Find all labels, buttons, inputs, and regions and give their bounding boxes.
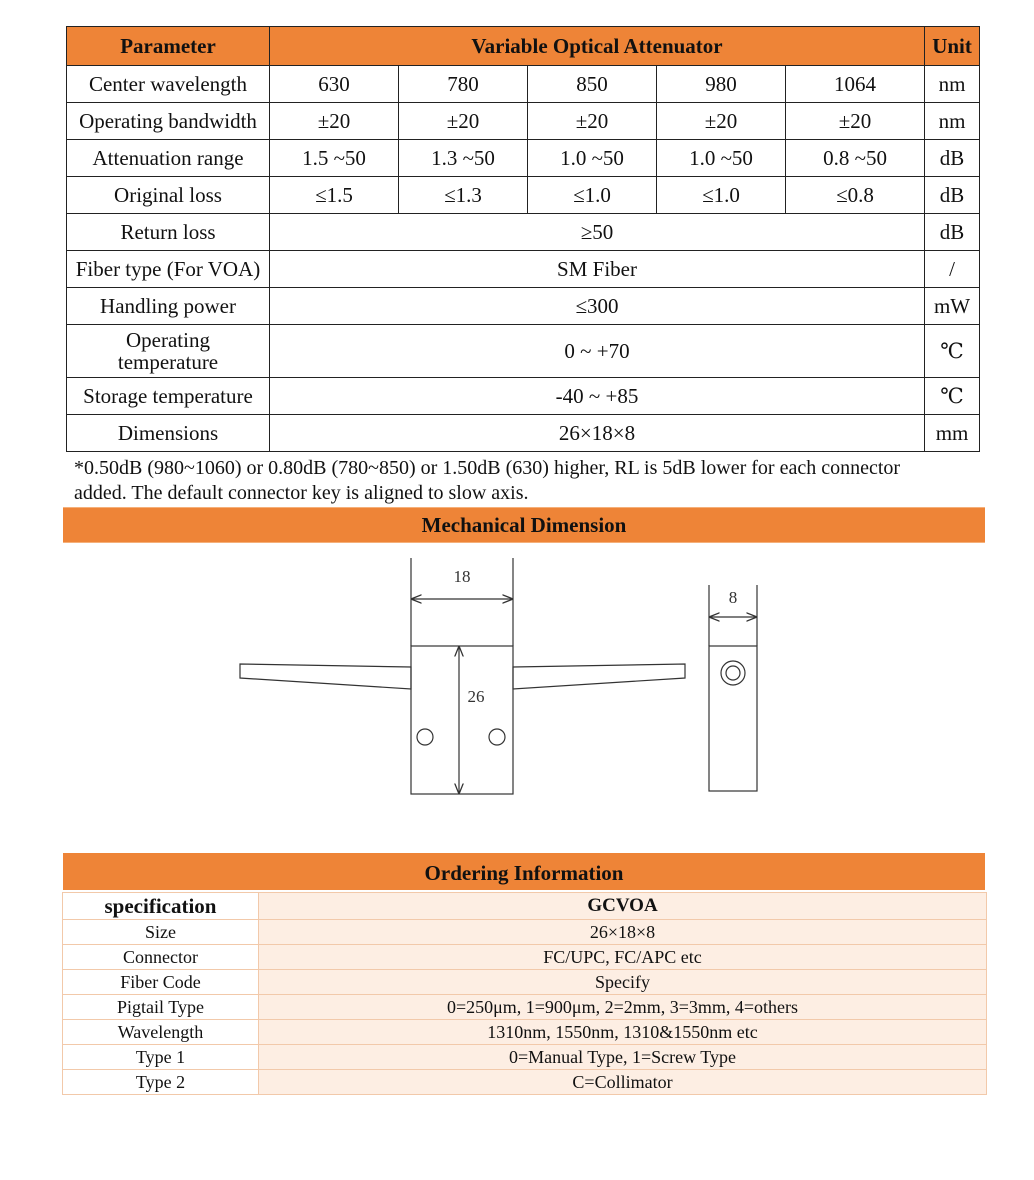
row-label: Pigtail Type: [63, 995, 259, 1020]
row-label: Original loss: [67, 177, 270, 214]
row-return-loss: [67, 214, 980, 251]
cell-value: ≤1.5: [270, 177, 399, 214]
cell-value: ≤1.0: [657, 177, 786, 214]
cell-value: 1064: [786, 66, 925, 103]
row-handling-power: [67, 288, 980, 325]
spec-label: specification: [63, 893, 259, 920]
cell-unit: dB: [925, 140, 980, 177]
cell-value: ±20: [270, 103, 399, 140]
cell-unit: ℃: [925, 378, 980, 415]
ordering-table: [62, 892, 987, 1095]
row-operating-temperature: [67, 325, 980, 378]
row-label: Type 1: [63, 1045, 259, 1070]
mounting-hole: [489, 729, 505, 745]
ordering-row-size: [63, 920, 987, 945]
cell-value: 780: [399, 66, 528, 103]
cell-value: ≤1.3: [399, 177, 528, 214]
ordering-row-wavelength: [63, 1020, 987, 1045]
cell-unit: /: [925, 251, 980, 288]
ordering-row-type-2: [63, 1070, 987, 1095]
header-product: Variable Optical Attenuator: [270, 27, 925, 66]
row-label: Storage temperature: [67, 378, 270, 415]
front-view: [240, 558, 685, 794]
mechanical-drawing: [0, 545, 1034, 805]
front-body: [411, 646, 513, 794]
left-pigtail: [240, 664, 411, 689]
cell-value: 1.0 ~50: [657, 140, 786, 177]
cell-unit: mW: [925, 288, 980, 325]
right-pigtail: [513, 664, 685, 689]
spec-table: [66, 26, 980, 452]
cell-value: ±20: [399, 103, 528, 140]
cell-value: 1.0 ~50: [528, 140, 657, 177]
cell-value: ±20: [786, 103, 925, 140]
cell-value: ≤300: [270, 288, 925, 325]
cell-value: 0 ~ +70: [270, 325, 925, 378]
header-unit: Unit: [925, 27, 980, 66]
row-storage-temperature: [67, 378, 980, 415]
row-label: Operating bandwidth: [67, 103, 270, 140]
cell-value: ±20: [657, 103, 786, 140]
width-label: 18: [453, 567, 471, 586]
ordering-row-connector: [63, 945, 987, 970]
row-label: Operating temperature: [67, 325, 270, 378]
row-label: Size: [63, 920, 259, 945]
mechanical-dimension-title: Mechanical Dimension: [63, 507, 985, 543]
row-label: Fiber Code: [63, 970, 259, 995]
side-view: [709, 585, 757, 791]
cell-unit: dB: [925, 214, 980, 251]
row-value: FC/UPC, FC/APC etc: [259, 945, 987, 970]
header-parameter: Parameter: [67, 27, 270, 66]
row-value: 26×18×8: [259, 920, 987, 945]
row-label: Fiber type (For VOA): [67, 251, 270, 288]
ordering-row-type-1: [63, 1045, 987, 1070]
ordering-row-fiber-code: [63, 970, 987, 995]
ordering-row-pigtail-type: [63, 995, 987, 1020]
row-dimensions: [67, 415, 980, 452]
row-center-wavelength: [67, 66, 980, 103]
cell-value: ≤1.0: [528, 177, 657, 214]
row-value: 0=Manual Type, 1=Screw Type: [259, 1045, 987, 1070]
cell-value: 1.3 ~50: [399, 140, 528, 177]
cell-unit: dB: [925, 177, 980, 214]
cell-unit: ℃: [925, 325, 980, 378]
cell-unit: nm: [925, 103, 980, 140]
row-operating-bandwidth: [67, 103, 980, 140]
mounting-hole: [417, 729, 433, 745]
row-original-loss: [67, 177, 980, 214]
row-label: Handling power: [67, 288, 270, 325]
row-value: Specify: [259, 970, 987, 995]
cell-value: ±20: [528, 103, 657, 140]
cell-value: SM Fiber: [270, 251, 925, 288]
row-fiber-type: [67, 251, 980, 288]
spec-header-row: [67, 27, 980, 66]
cell-value: 1.5 ~50: [270, 140, 399, 177]
cell-value: 850: [528, 66, 657, 103]
model-code: GCVOA: [259, 893, 987, 920]
ordering-head-row: [63, 893, 987, 920]
row-label: Dimensions: [67, 415, 270, 452]
height-label: 26: [467, 687, 485, 706]
cell-value: -40 ~ +85: [270, 378, 925, 415]
cell-value: 980: [657, 66, 786, 103]
row-label: Type 2: [63, 1070, 259, 1095]
cell-value: ≤0.8: [786, 177, 925, 214]
row-label: Connector: [63, 945, 259, 970]
cell-unit: mm: [925, 415, 980, 452]
row-label: Wavelength: [63, 1020, 259, 1045]
cell-value: ≥50: [270, 214, 925, 251]
ordering-information-title: Ordering Information: [63, 853, 985, 890]
connector-port-outer: [721, 661, 745, 685]
cell-value: 630: [270, 66, 399, 103]
row-label: Return loss: [67, 214, 270, 251]
row-label: Center wavelength: [67, 66, 270, 103]
row-attenuation-range: [67, 140, 980, 177]
side-body: [709, 646, 757, 791]
row-label: Attenuation range: [67, 140, 270, 177]
footnote: *0.50dB (980~1060) or 0.80dB (780~850) or 1.50dB (630) higher, RL is 5dB lower for each connector added. The default connector key is aligned to slow axis.: [74, 457, 901, 504]
cell-value: 26×18×8: [270, 415, 925, 452]
depth-label: 8: [728, 588, 738, 607]
cell-value: 0.8 ~50: [786, 140, 925, 177]
cell-unit: nm: [925, 66, 980, 103]
row-value: C=Collimator: [259, 1070, 987, 1095]
row-value: 1310nm, 1550nm, 1310&1550nm etc: [259, 1020, 987, 1045]
row-value: 0=250μm, 1=900μm, 2=2mm, 3=3mm, 4=others: [259, 995, 987, 1020]
connector-port-inner: [726, 666, 740, 680]
